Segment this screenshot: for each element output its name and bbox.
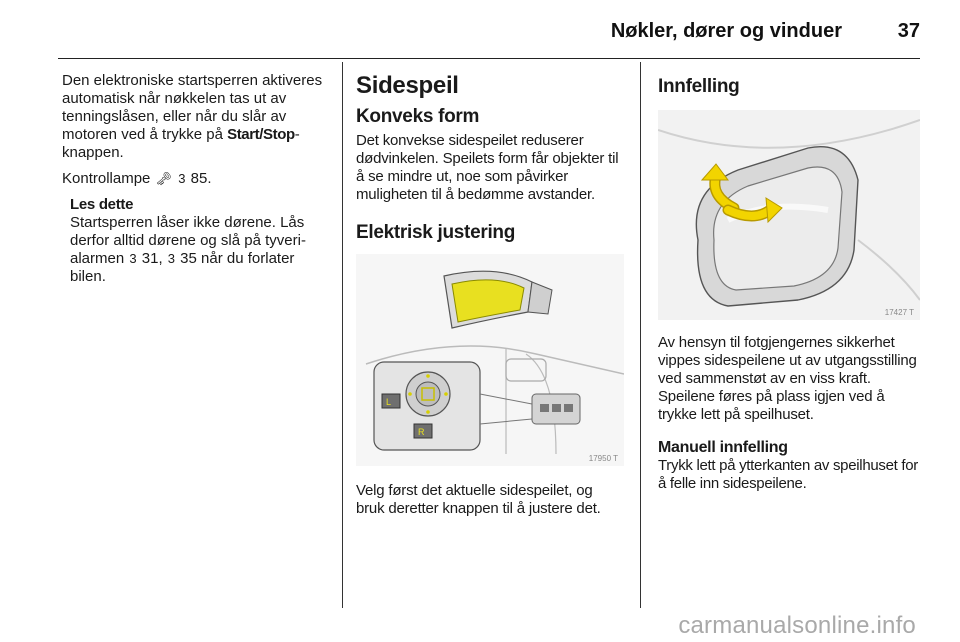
mirror-adjust-drawing [356,254,624,466]
kontrollampe-label: Kontrollampe [62,170,155,187]
elektrisk-justering-caption: Velg først det aktuelle sidespeilet, og bruk deretter knappen til å justere det. [356,482,601,517]
section-heading-sidespeil: Sidespeil [356,72,459,99]
manuell-innfelling-text: Trykk lett på ytterkanten av speilhuset for å felle inn sidespeilene. [658,457,919,492]
note-text [70,214,330,286]
note-text-a: Startsperren låser ikke dørene. Lås derfor alltid dørene og slå på tyverialarmen [70,214,306,267]
mirror-fold-illustration [658,110,920,320]
subheading-manuell-innfelling: Manuell innfelling [658,439,788,456]
subheading-elektrisk-justering: Elektrisk justering [356,222,516,243]
startsperre-paragraph [62,72,330,162]
page-header [58,0,920,59]
ref-arrow-icon: 3 [178,171,186,186]
mirror-adjust-illustration [356,254,624,466]
mirror-fold-drawing [658,110,920,320]
column-innfelling [658,72,920,493]
watermark: carmanualsonline.info [678,612,916,639]
subheading-konveks-form: Konveks form [356,106,480,127]
startsperre-text-end: -knappen. [62,126,300,161]
innfelling-text: Av hensyn til fotgjengernes sikkerhet vippes sidespeilene ut av utgangsstilling ved sammenstøt av en viss kraft. Speilene føres på plass igjen ved å trykke lett på speilhuset. [658,334,917,423]
konveks-form-text: Det konvekse sidespeilet reduserer dødvinkelen. Speilets form får objekter til å se mindre ut, noe som påvirker muligheten til å bedømme avstander. [356,132,619,203]
svg-text:R: R [418,427,425,437]
page-number: 37 [897,20,920,42]
note-title: Les dette [70,196,134,213]
column-rule-left [342,62,343,608]
ref-arrow-icon: 3 [129,251,137,266]
note-box [70,196,330,286]
figure-code: 17950 T [588,454,618,463]
ref-arrow-icon: 3 [167,251,176,266]
column-rule-right [640,62,641,608]
note-ref-1: 31, [137,250,167,267]
startsperre-text: Den elektroniske startsperren aktiveres automatisk når nøkkelen tas ut av tenningslåsen, eller når du slår av motoren ved å trykke på [62,72,323,143]
kontrollampe-line [62,170,330,188]
svg-text:L: L [386,397,392,407]
figure-code: 17427 T [884,308,914,317]
note-ref-2: 35 når du forlater bilen. [70,250,295,285]
header-title: Nøkler, dører og vinduer [610,20,842,42]
section-heading-innfelling: Innfelling [658,76,740,97]
column-startsperre [62,72,330,286]
immobiliser-lamp-icon: 🗝 [155,171,173,186]
start-stop-label: Start/Stop [227,126,295,143]
column-sidespeil [356,72,622,518]
kontrollampe-ref: 85. [186,170,212,187]
